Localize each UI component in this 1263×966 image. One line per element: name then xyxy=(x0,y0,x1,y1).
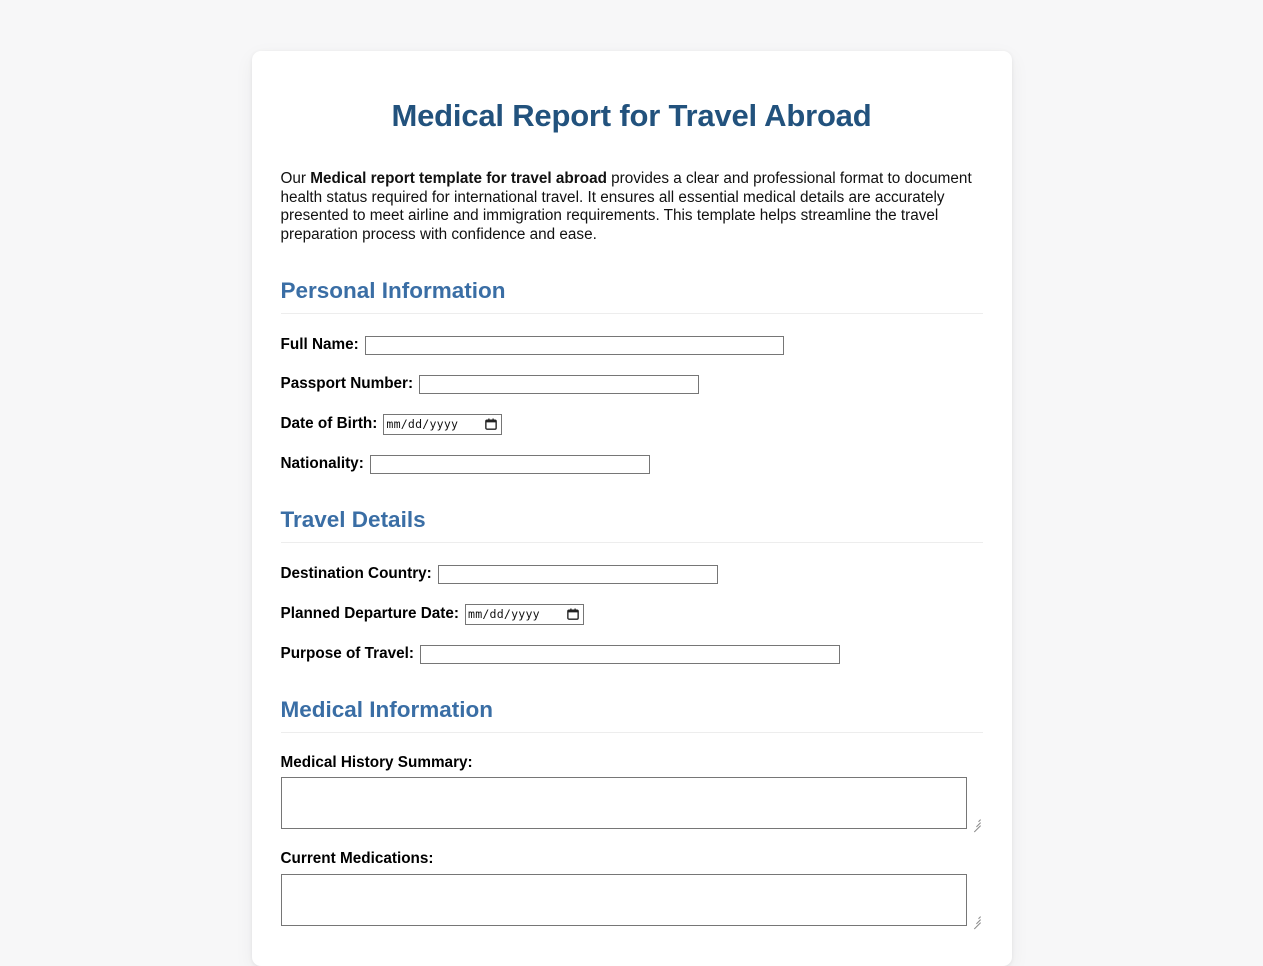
nationality-input[interactable] xyxy=(370,455,650,474)
label-medical-history-summary: Medical History Summary: xyxy=(280,753,473,771)
field-row-passport-number xyxy=(281,375,983,394)
passport-number-input[interactable] xyxy=(419,375,699,394)
field-row-planned-departure-date xyxy=(281,604,983,625)
current-medications-textarea[interactable] xyxy=(281,874,967,926)
planned-departure-date-input[interactable] xyxy=(465,604,584,625)
page-scroll-container[interactable] xyxy=(0,51,1263,870)
label-nationality: Nationality: xyxy=(280,455,364,473)
field-row-destination-country xyxy=(281,565,983,584)
field-row-full-name xyxy=(281,336,983,355)
medical-history-summary-wrapper xyxy=(281,777,983,829)
field-row-nationality xyxy=(281,455,983,474)
label-date-of-birth: Date of Birth: xyxy=(280,415,378,433)
current-medications-wrapper xyxy=(281,874,983,926)
calendar-icon[interactable] xyxy=(567,608,579,620)
intro-paragraph xyxy=(281,170,983,244)
medical-history-summary-textarea[interactable] xyxy=(281,777,967,829)
destination-country-input[interactable] xyxy=(438,565,718,584)
label-passport-number: Passport Number: xyxy=(280,375,414,393)
field-row-date-of-birth xyxy=(281,414,983,435)
section-heading-medical-information: Medical Information xyxy=(281,696,983,733)
intro-rest: provides a clear and professional format to document health status required for international travel. It ensures all essential medical details are accurately presented to meet airline and immigration requirements. This template helps streamline the travel preparation process with confidence and ease. xyxy=(280,170,972,243)
document-card xyxy=(252,51,1012,966)
date-of-birth-input[interactable] xyxy=(383,414,502,435)
label-current-medications: Current Medications: xyxy=(280,850,434,868)
page-title: Medical Report for Travel Abroad xyxy=(391,98,872,133)
resize-handle-icon[interactable] xyxy=(970,816,981,827)
field-row-purpose-of-travel xyxy=(281,645,983,664)
section-heading-personal-information: Personal Information xyxy=(281,277,983,314)
label-planned-departure-date: Planned Departure Date: xyxy=(280,605,460,623)
intro-bold-phrase: Medical report template for travel abroad xyxy=(310,170,607,188)
intro-lead: Our xyxy=(280,170,311,188)
calendar-icon[interactable] xyxy=(485,418,497,430)
label-purpose-of-travel: Purpose of Travel: xyxy=(280,645,414,663)
purpose-of-travel-input[interactable] xyxy=(420,645,840,664)
label-destination-country: Destination Country: xyxy=(280,565,432,583)
section-heading-travel-details: Travel Details xyxy=(281,506,983,543)
label-full-name: Full Name: xyxy=(280,336,359,354)
resize-handle-icon[interactable] xyxy=(970,913,981,924)
full-name-input[interactable] xyxy=(365,336,784,355)
date-of-birth-placeholder: mm/dd/yyyy xyxy=(386,416,459,431)
planned-departure-date-placeholder: mm/dd/yyyy xyxy=(468,606,540,621)
